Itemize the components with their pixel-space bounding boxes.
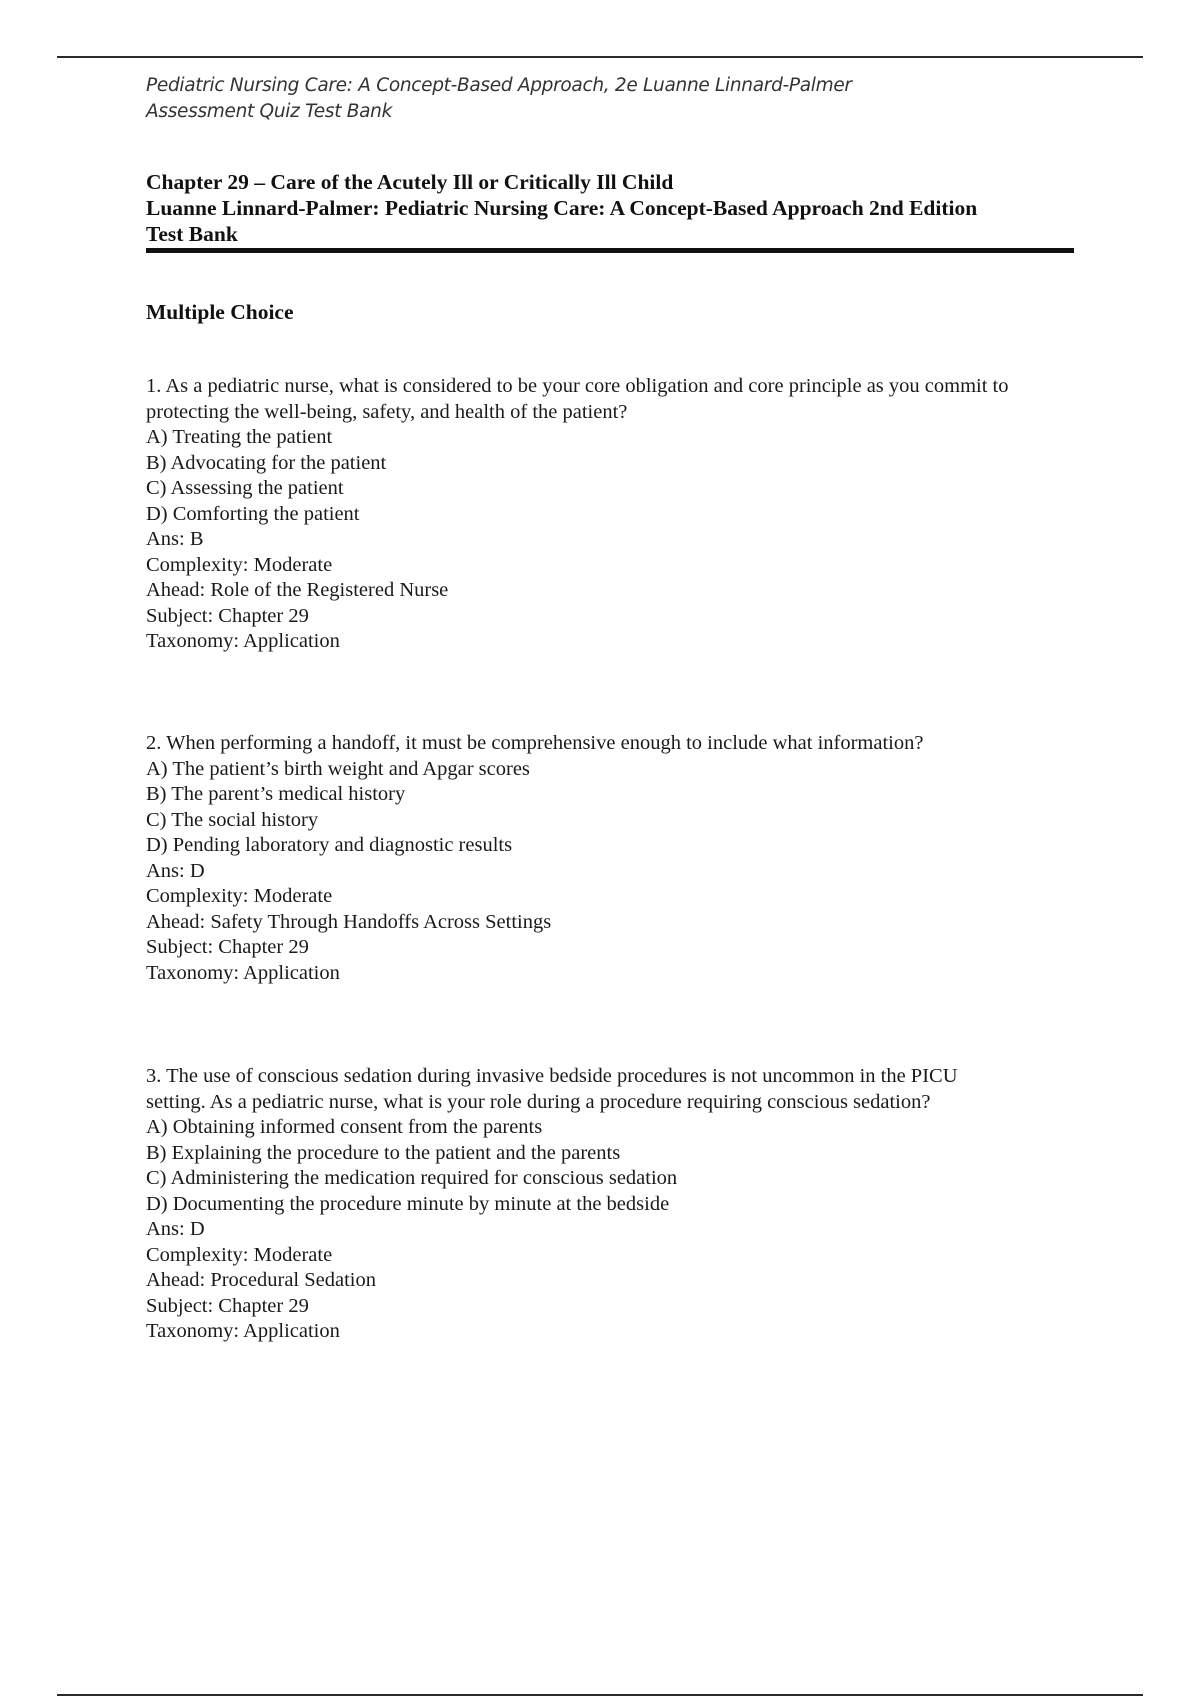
question-stem-line: setting. As a pediatric nurse, what is your role during a procedure requiring conscious sedation?	[146, 1090, 931, 1113]
running-header-book-title: Pediatric Nursing Care: A Concept-Based Approach, 2e Luanne Linnard-Palmer	[146, 75, 852, 96]
ahead-meta: Ahead: Safety Through Handoffs Across Settings	[146, 910, 552, 933]
taxonomy-meta: Taxonomy: Application	[146, 961, 340, 984]
answer-option-d: D) Pending laboratory and diagnostic results	[146, 834, 513, 856]
chapter-title-block	[146, 169, 1074, 247]
question-stem-line: 3. The use of conscious sedation during invasive bedside procedures is not uncommon in the PICU	[146, 1065, 958, 1087]
answer-option-c: C) Administering the medication required for conscious sedation	[146, 1167, 678, 1189]
title-underline-rule	[146, 248, 1074, 253]
ahead-meta: Ahead: Role of the Registered Nurse	[146, 579, 449, 601]
answer-option-b: B) Explaining the procedure to the patient and the parents	[146, 1141, 621, 1164]
answer-option-c: C) The social history	[146, 808, 319, 831]
answer-option-a: A) Treating the patient	[146, 426, 333, 448]
complexity-meta: Complexity: Moderate	[146, 885, 333, 907]
answer-option-d: D) Documenting the procedure minute by minute at the bedside	[146, 1192, 670, 1215]
subject-meta: Subject: Chapter 29	[146, 1294, 309, 1317]
complexity-meta: Complexity: Moderate	[146, 553, 333, 576]
chapter-title: Chapter 29 – Care of the Acutely Ill or Critically Ill Child	[146, 170, 674, 194]
question-stem-line: 2. When performing a handoff, it must be comprehensive enough to include what information?	[146, 732, 924, 754]
taxonomy-meta: Taxonomy: Application	[146, 630, 340, 652]
answer-key: Ans: D	[146, 1218, 205, 1240]
page-bottom-rule	[57, 1694, 1143, 1696]
taxonomy-meta: Taxonomy: Application	[146, 1320, 340, 1342]
question-2	[146, 731, 1086, 986]
answer-option-b: B) Advocating for the patient	[146, 451, 387, 474]
test-bank-label: Test Bank	[146, 222, 238, 246]
answer-option-b: B) The parent’s medical history	[146, 783, 406, 805]
answer-key: Ans: B	[146, 528, 204, 550]
ahead-meta: Ahead: Procedural Sedation	[146, 1269, 376, 1291]
book-title: Luanne Linnard-Palmer: Pediatric Nursing Care: A Concept-Based Approach 2nd Edition	[146, 196, 978, 220]
subject-meta: Subject: Chapter 29	[146, 604, 309, 627]
subject-meta: Subject: Chapter 29	[146, 936, 309, 958]
running-header-subtitle: Assessment Quiz Test Bank	[146, 101, 393, 122]
section-heading: Multiple Choice	[146, 300, 294, 324]
complexity-meta: Complexity: Moderate	[146, 1243, 333, 1266]
answer-option-d: D) Comforting the patient	[146, 502, 360, 525]
answer-key: Ans: D	[146, 859, 205, 882]
running-header	[146, 73, 852, 125]
question-3	[146, 1064, 1086, 1345]
question-stem-line: 1. As a pediatric nurse, what is considered to be your core obligation and core principle as you commit to	[146, 375, 1009, 397]
question-1	[146, 374, 1086, 655]
question-stem-line: protecting the well-being, safety, and health of the patient?	[146, 400, 628, 423]
page-top-rule	[57, 56, 1143, 58]
answer-option-a: A) Obtaining informed consent from the parents	[146, 1116, 543, 1138]
answer-option-a: A) The patient’s birth weight and Apgar scores	[146, 757, 530, 780]
answer-option-c: C) Assessing the patient	[146, 477, 344, 499]
